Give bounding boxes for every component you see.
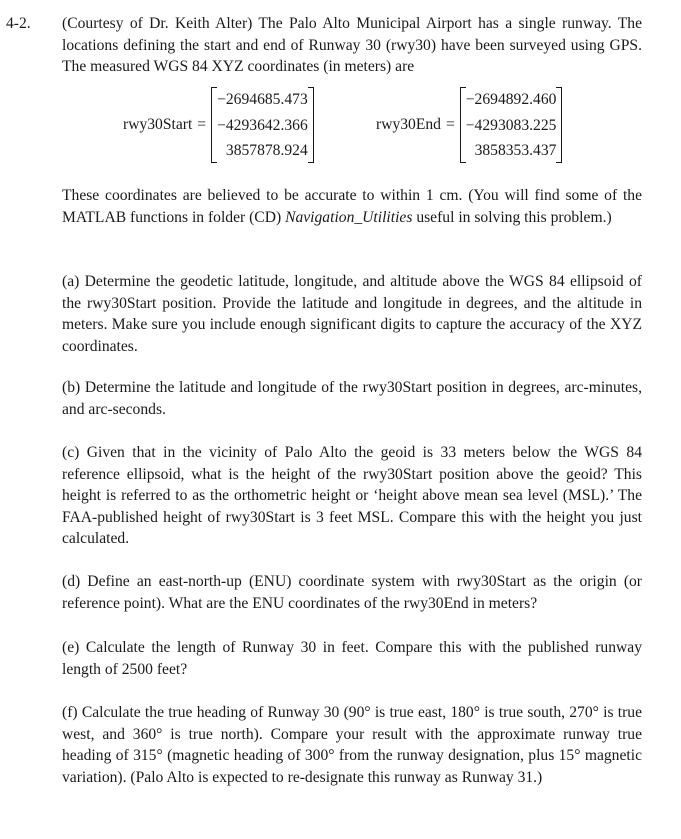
rwy30-end-z: 3858353.437 [474,142,557,159]
rwy30-start-label: rwy30Start [123,116,193,133]
problem-number: 4-2. [6,15,31,32]
part-f: (f) Calculate the true heading of Runway 30 (90° is true east, 180° is true south, 270° is true west, and 360° is true north). Compare your result with the approximate runway true heading of 315° (magnetic heading of 300° from the runway designation, plus 15° magnetic variation). (Palo Alto is expected to re-designate this runway as Runway 31.) [62,704,642,786]
part-e: (e) Calculate the length of Runway 30 in feet. Compare this with the published runway length of 2500 feet? [62,639,642,678]
accuracy-note-after: useful in solving this problem.) [412,208,612,226]
part-d: (d) Define an east-north-up (ENU) coordinate system with rwy30Start as the origin (or reference point). What are the ENU coordinates of the rwy30End in meters? [62,573,642,612]
folder-name: Navigation_Utilities [285,208,413,226]
accuracy-note-before: These coordinates are believed to be accurate to within 1 cm. (You will find some of the MATLAB functions in folder (CD) [62,187,642,226]
rwy30-start-z: 3857878.924 [225,142,308,159]
part-a: (a) Determine the geodetic latitude, longitude, and altitude above the WGS 84 ellipsoid of the rwy30Start position. Provide the latitude and longitude in degrees, and the altitude in meters. Make sure you include enough significant digits to capture the accuracy of the XYZ coordinates. [62,273,642,355]
part-b: (b) Determine the latitude and longitude of the rwy30Start position in degrees, arc-minutes, and arc-seconds. [62,379,642,418]
rwy30-end-label: rwy30End [376,116,441,133]
equals-sign: = [445,116,455,133]
rwy30-start-equation [123,86,314,164]
rwy30-start-y: −4293642.366 [217,116,308,134]
rwy30-start-matrix [211,87,314,163]
accuracy-note [62,185,642,228]
equals-sign: = [197,116,207,133]
problem-intro: (Courtesy of Dr. Keith Alter) The Palo Alto Municipal Airport has a single runway. The locations defining the start and end of Runway 30 (rwy30) have been surveyed using GPS. The measured WGS 84 XYZ coordinates (in meters) are [62,15,642,75]
rwy30-end-equation [376,86,562,164]
rwy30-end-x: −2694892.460 [465,91,557,108]
rwy30-end-matrix [460,87,563,163]
rwy30-end-y: −4293083.225 [465,116,557,134]
part-c: (c) Given that in the vicinity of Palo Alto the geoid is 33 meters below the WGS 84 reference ellipsoid, what is the height of the rwy30Start position above the geoid? This height is referred to as the orthometric height or ‘height above mean sea level (MSL).’ The FAA-published height of rwy30Start is 3 feet MSL. Compare this with the height you just calculated. [62,444,642,547]
rwy30-start-x: −2694685.473 [217,91,308,108]
